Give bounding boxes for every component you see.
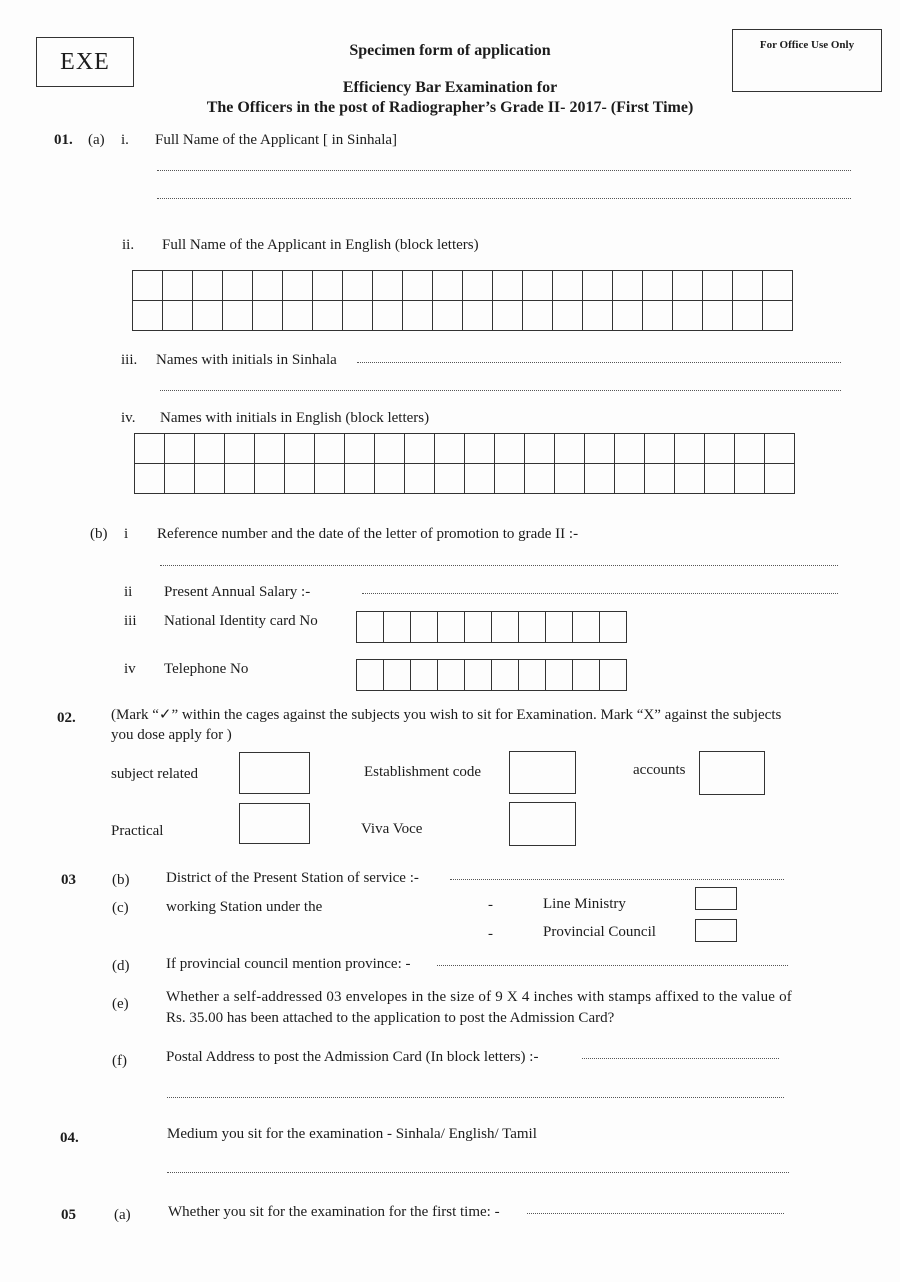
full-name-english-cell[interactable] [763,301,793,331]
initials-sinhala-line-1[interactable] [357,362,841,363]
section-05-a-label: (a) [114,1207,131,1223]
initials-english-cell[interactable] [465,434,495,464]
accounts-label: accounts [633,762,686,778]
full-name-english-cell[interactable] [373,271,403,301]
initials-english-cell[interactable] [555,464,585,494]
nic-grid[interactable] [356,611,627,643]
section-03-b-label: (b) [112,872,130,888]
full-name-english-cell[interactable] [763,271,793,301]
exam-title: Efficiency Bar Examination for [342,79,558,96]
nic-cell[interactable] [492,612,519,643]
telephone-cell[interactable] [411,660,438,691]
full-name-english-cell[interactable] [733,301,763,331]
postal-address-label: Postal Address to post the Admission Card (In block letters) :- [166,1049,539,1065]
full-name-english-cell[interactable] [403,301,433,331]
section-03-number: 03 [61,872,76,888]
section-04-number: 04. [60,1130,79,1146]
full-name-english-cell[interactable] [703,271,733,301]
office-use-box [732,29,882,92]
nic-cell[interactable] [357,612,384,643]
initials-english-row [135,434,795,464]
initials-english-cell[interactable] [585,434,615,464]
district-label: District of the Present Station of service :- [166,870,419,886]
full-name-english-cell[interactable] [343,301,373,331]
initials-english-cell[interactable] [735,434,765,464]
nic-cell[interactable] [546,612,573,643]
district-line[interactable] [450,879,784,880]
accounts-checkbox[interactable] [699,751,765,795]
telephone-cell[interactable] [546,660,573,691]
full-name-english-cell[interactable] [253,301,283,331]
practical-checkbox[interactable] [239,803,310,844]
full-name-english-row [133,271,793,301]
section-03-f-label: (f) [112,1053,127,1069]
initials-english-cell[interactable] [165,464,195,494]
viva-voce-label: Viva Voce [361,821,423,837]
initials-english-cell[interactable] [705,434,735,464]
initials-english-cell[interactable] [585,464,615,494]
full-name-english-cell[interactable] [283,271,313,301]
initials-english-cell[interactable] [705,464,735,494]
initials-english-cell[interactable] [135,434,165,464]
envelopes-question-line-1: Whether a self-addressed 03 envelopes in the size of 9 X 4 inches with stamps affixed to the value of [166,989,792,1005]
initials-english-cell[interactable] [315,434,345,464]
subject-related-label: subject related [111,766,199,782]
establishment-code-label: Establishment code [364,764,482,780]
nic-cell[interactable] [600,612,627,643]
full-name-english-cell[interactable] [313,301,343,331]
initials-english-cell[interactable] [645,464,675,494]
full-name-english-cell[interactable] [253,271,283,301]
provincial-council-label: Provincial Council [543,924,656,940]
initials-english-cell[interactable] [735,464,765,494]
full-name-english-label: Full Name of the Applicant in English (block letters) [162,237,479,253]
telephone-label: Telephone No [164,661,249,677]
provincial-council-dash: - [488,926,493,942]
initials-english-cell[interactable] [435,434,465,464]
full-name-english-cell[interactable] [523,271,553,301]
initials-english-cell[interactable] [165,434,195,464]
establishment-code-checkbox[interactable] [509,751,576,794]
initials-english-cell[interactable] [195,464,225,494]
annual-salary-label: Present Annual Salary :- [164,584,311,600]
line-ministry-checkbox[interactable] [695,887,737,910]
full-name-english-cell[interactable] [223,301,253,331]
form-title: Specimen form of application [349,42,551,59]
full-name-english-cell[interactable] [193,301,223,331]
full-name-english-cell[interactable] [373,301,403,331]
full-name-english-cell[interactable] [493,301,523,331]
initials-english-cell[interactable] [375,434,405,464]
annual-salary-line[interactable] [362,593,838,594]
full-name-english-row [133,301,793,331]
line-ministry-label: Line Ministry [543,896,626,912]
medium-label: Medium you sit for the examination - Sinhala/ English/ Tamil [167,1126,537,1142]
section-03-d-label: (d) [112,958,130,974]
line-ministry-dash: - [488,897,493,913]
full-name-english-cell[interactable] [613,301,643,331]
full-name-english-cell[interactable] [403,271,433,301]
item-b-i-label: i [124,526,129,542]
initials-english-cell[interactable] [405,434,435,464]
initials-english-cell[interactable] [555,434,585,464]
full-name-english-cell[interactable] [673,301,703,331]
full-name-english-cell[interactable] [343,271,373,301]
initials-sinhala-label: Names with initials in Sinhala [156,352,337,368]
subjects-instruction-line-2: you dose apply for ) [111,727,232,743]
initials-english-cell[interactable] [255,464,285,494]
initials-english-cell[interactable] [675,434,705,464]
section-03-c-label: (c) [112,900,129,916]
postal-address-line-2[interactable] [167,1097,784,1098]
full-name-english-cell[interactable] [433,301,463,331]
initials-english-cell[interactable] [315,464,345,494]
full-name-english-cell[interactable] [613,271,643,301]
initials-english-cell[interactable] [225,434,255,464]
full-name-english-cell[interactable] [643,271,673,301]
initials-english-grid[interactable] [134,433,795,494]
telephone-grid[interactable] [356,659,627,691]
item-iv-label: iv. [121,410,136,426]
initials-english-cell[interactable] [675,464,705,494]
full-name-english-cell[interactable] [163,271,193,301]
initials-english-cell[interactable] [225,464,255,494]
section-05-number: 05 [61,1207,76,1223]
initials-english-cell[interactable] [765,434,795,464]
item-b-iv-label: iv [124,661,136,677]
full-name-sinhala-line-1[interactable] [157,170,851,171]
working-station-label: working Station under the [166,899,323,915]
full-name-english-cell[interactable] [193,271,223,301]
nic-cell[interactable] [465,612,492,643]
provincial-council-checkbox[interactable] [695,919,737,942]
full-name-english-cell[interactable] [463,271,493,301]
full-name-english-cell[interactable] [133,271,163,301]
initials-english-cell[interactable] [765,464,795,494]
post-title: The Officers in the post of Radiographer’s Grade II- 2017- (First Time) [206,99,694,116]
item-b-iii-label: iii [124,613,137,629]
section-03-e-label: (e) [112,996,129,1012]
initials-english-cell[interactable] [435,464,465,494]
province-label: If provincial council mention province: - [166,956,411,972]
viva-voce-checkbox[interactable] [509,802,576,846]
telephone-cell[interactable] [384,660,411,691]
subject-related-checkbox[interactable] [239,752,310,794]
subjects-instruction-line-1: (Mark “✓” within the cages against the subjects you wish to sit for Examination. Mark “X” against the subjects [111,707,782,723]
first-time-line[interactable] [527,1213,784,1214]
full-name-english-cell[interactable] [463,301,493,331]
office-use-label: For Office Use Only [759,39,855,51]
full-name-sinhala-label: Full Name of the Applicant [ in Sinhala] [155,132,398,148]
initials-english-cell[interactable] [615,434,645,464]
promotion-letter-line[interactable] [160,565,838,566]
first-time-label: Whether you sit for the examination for the first time: - [168,1204,500,1220]
section-02-number: 02. [57,710,76,726]
full-name-english-cell[interactable] [313,271,343,301]
initials-english-cell[interactable] [495,464,525,494]
nic-cell[interactable] [573,612,600,643]
full-name-sinhala-line-2[interactable] [157,198,851,199]
telephone-row [357,660,627,691]
telephone-cell[interactable] [519,660,546,691]
full-name-english-cell[interactable] [223,271,253,301]
practical-label: Practical [111,823,164,839]
full-name-english-cell[interactable] [433,271,463,301]
full-name-english-cell[interactable] [583,271,613,301]
initials-english-cell[interactable] [525,464,555,494]
nic-label: National Identity card No [164,613,318,629]
item-b-ii-label: ii [124,584,133,600]
full-name-english-cell[interactable] [583,301,613,331]
telephone-cell[interactable] [600,660,627,691]
telephone-cell[interactable] [573,660,600,691]
section-01-b-label: (b) [90,526,108,542]
telephone-cell[interactable] [438,660,465,691]
item-i-label: i. [121,132,129,148]
province-line[interactable] [437,965,788,966]
nic-cell[interactable] [438,612,465,643]
initials-english-cell[interactable] [405,464,435,494]
postal-address-line-1[interactable] [582,1058,779,1059]
nic-cell[interactable] [519,612,546,643]
initials-english-cell[interactable] [285,464,315,494]
section-01-a-label: (a) [88,132,105,148]
full-name-english-cell[interactable] [553,301,583,331]
full-name-english-cell[interactable] [493,271,523,301]
initials-english-cell[interactable] [495,434,525,464]
full-name-english-cell[interactable] [553,271,583,301]
initials-english-label: Names with initials in English (block letters) [160,410,430,426]
full-name-english-cell[interactable] [733,271,763,301]
promotion-letter-label: Reference number and the date of the letter of promotion to grade II :- [157,526,579,542]
initials-english-row [135,464,795,494]
initials-english-cell[interactable] [375,464,405,494]
full-name-english-cell[interactable] [643,301,673,331]
section-01-number: 01. [54,132,73,148]
initials-english-cell[interactable] [135,464,165,494]
item-iii-label: iii. [121,352,138,368]
full-name-english-cell[interactable] [673,271,703,301]
initials-english-cell[interactable] [645,434,675,464]
item-ii-label: ii. [122,237,135,253]
full-name-english-cell[interactable] [523,301,553,331]
initials-english-cell[interactable] [345,434,375,464]
initials-english-cell[interactable] [285,434,315,464]
telephone-cell[interactable] [465,660,492,691]
initials-english-cell[interactable] [255,434,285,464]
initials-sinhala-line-2[interactable] [160,390,841,391]
full-name-english-cell[interactable] [163,301,193,331]
full-name-english-grid[interactable] [132,270,793,331]
initials-english-cell[interactable] [465,464,495,494]
exe-label-box: EXE [36,37,134,87]
initials-english-cell[interactable] [195,434,225,464]
medium-line[interactable] [167,1172,789,1173]
telephone-cell[interactable] [492,660,519,691]
full-name-english-cell[interactable] [703,301,733,331]
initials-english-cell[interactable] [525,434,555,464]
full-name-english-cell[interactable] [283,301,313,331]
nic-cell[interactable] [411,612,438,643]
telephone-cell[interactable] [357,660,384,691]
initials-english-cell[interactable] [345,464,375,494]
nic-row [357,612,627,643]
full-name-english-cell[interactable] [133,301,163,331]
envelopes-question-line-2: Rs. 35.00 has been attached to the application to post the Admission Card? [166,1010,615,1026]
nic-cell[interactable] [384,612,411,643]
initials-english-cell[interactable] [615,464,645,494]
